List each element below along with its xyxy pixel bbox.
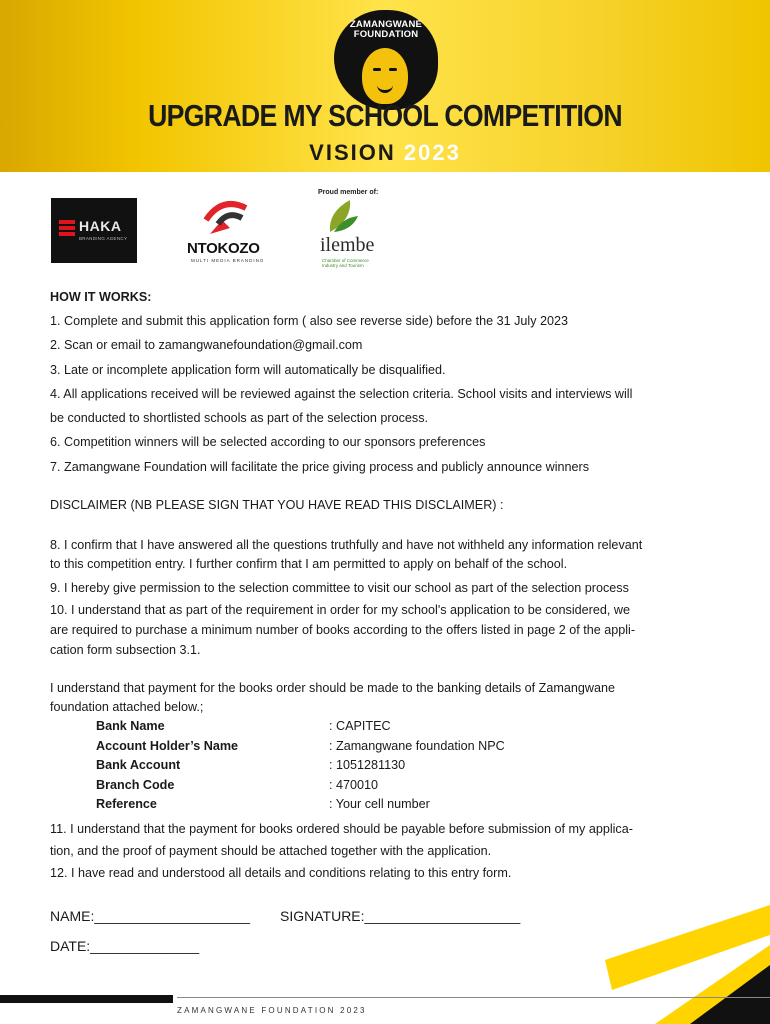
ntokozo-name: NTOKOZO <box>187 240 260 257</box>
black-corner-shape <box>690 965 770 1024</box>
disclaimer-line: are required to purchase a minimum number of books according to the offers listed in page 2 of the appli- <box>50 623 636 637</box>
date-field[interactable]: DATE:______________ <box>50 938 200 954</box>
step-line: 2. Scan or email to zamangwanefoundation@gmail.com <box>50 338 363 352</box>
disclaimer-line: 10. I understand that as part of the requirement in order for my school's application to be considered, we <box>50 603 630 617</box>
payment-line: I understand that payment for the books order should be made to the banking details of Zamangwane <box>50 681 615 695</box>
reference-label: Reference <box>96 797 157 811</box>
branch-code-label: Branch Code <box>96 778 175 792</box>
yellow-stripe-shape <box>605 905 770 990</box>
disclaimer-line: to this competition entry. I further confirm that I am permitted to apply on behalf of the school. <box>50 557 568 571</box>
account-holder-label: Account Holder’s Name <box>96 739 239 753</box>
disclaimer-heading: DISCLAIMER (NB PLEASE SIGN THAT YOU HAVE READ THIS DISCLAIMER) : <box>50 498 504 512</box>
ilembe-name: ilembe <box>320 234 375 256</box>
haka-tagline: BRANDING AGENCY <box>79 236 128 241</box>
page-title: UPGRADE MY SCHOOL COMPETITION <box>148 98 622 133</box>
portrait-icon <box>362 48 408 104</box>
subtitle-year: 2023 <box>403 140 461 165</box>
ilembe-tagline: Chamber of Commerce Industry and Tourism <box>322 258 369 268</box>
footer-text: ZAMANGWANE FOUNDATION 2023 <box>177 1006 367 1015</box>
proud-member-label: Proud member of: <box>318 189 379 196</box>
disclaimer-line: cation form subsection 3.1. <box>50 643 201 657</box>
bank-account-label: Bank Account <box>96 758 181 772</box>
step-line: 6. Competition winners will be selected according to our sponsors preferences <box>50 435 486 449</box>
final-line: 11. I understand that the payment for books ordered should be payable before submission of my applica- <box>50 822 633 836</box>
reference-value: : Your cell number <box>329 797 430 811</box>
ilembe-logo <box>316 198 386 270</box>
ntokozo-tagline: MULTI MEDIA BRANDING <box>191 258 265 263</box>
disclaimer-line: 9. I hereby give permission to the selection committee to visit our school as part of the selection process <box>50 581 629 595</box>
signature-field[interactable]: SIGNATURE:____________________ <box>280 908 521 924</box>
step-line: 4. All applications received will be reviewed against the selection criteria. School visits and interviews will <box>50 387 633 401</box>
step-line: be conducted to shortlisted schools as part of the selection process. <box>50 411 429 425</box>
name-field[interactable]: NAME:____________________ <box>50 908 251 924</box>
branch-code-value: : 470010 <box>329 778 379 792</box>
footer-bar <box>0 995 173 1003</box>
haka-mark-icon <box>59 220 75 238</box>
zamangwane-foundation-logo <box>334 10 438 110</box>
footer-divider <box>177 997 770 998</box>
org-logo-text: ZAMANGWANE FOUNDATION <box>349 19 423 40</box>
ntokozo-logo <box>184 194 284 266</box>
bank-name-label: Bank Name <box>96 719 165 733</box>
subtitle-word: VISION <box>309 140 396 165</box>
payment-line: foundation attached below.; <box>50 700 204 714</box>
haka-name: HAKA <box>79 218 122 234</box>
bank-account-value: : 1051281130 <box>329 758 406 772</box>
page-subtitle <box>0 140 770 166</box>
ntokozo-signal-icon <box>202 194 262 240</box>
how-it-works-heading: HOW IT WORKS: <box>50 290 152 304</box>
haka-logo <box>51 198 137 263</box>
step-line: 1. Complete and submit this application form ( also see reverse side) before the 31 July 2023 <box>50 314 569 328</box>
account-holder-value: : Zamangwane foundation NPC <box>329 739 505 753</box>
step-line: 7. Zamangwane Foundation will facilitate the price giving process and publicly announce winners <box>50 460 590 474</box>
header-banner <box>0 0 770 172</box>
final-line: 12. I have read and understood all details and conditions relating to this entry form. <box>50 866 512 880</box>
final-line: tion, and the proof of payment should be attached together with the application. <box>50 844 492 858</box>
bank-name-value: : CAPITEC <box>329 719 391 733</box>
disclaimer-line: 8. I confirm that I have answered all the questions truthfully and have not withheld any information relevant <box>50 538 643 552</box>
ilembe-leaf-icon <box>324 198 364 234</box>
step-line: 3. Late or incomplete application form will automatically be disqualified. <box>50 363 446 377</box>
yellow-corner-shape <box>655 945 770 1024</box>
